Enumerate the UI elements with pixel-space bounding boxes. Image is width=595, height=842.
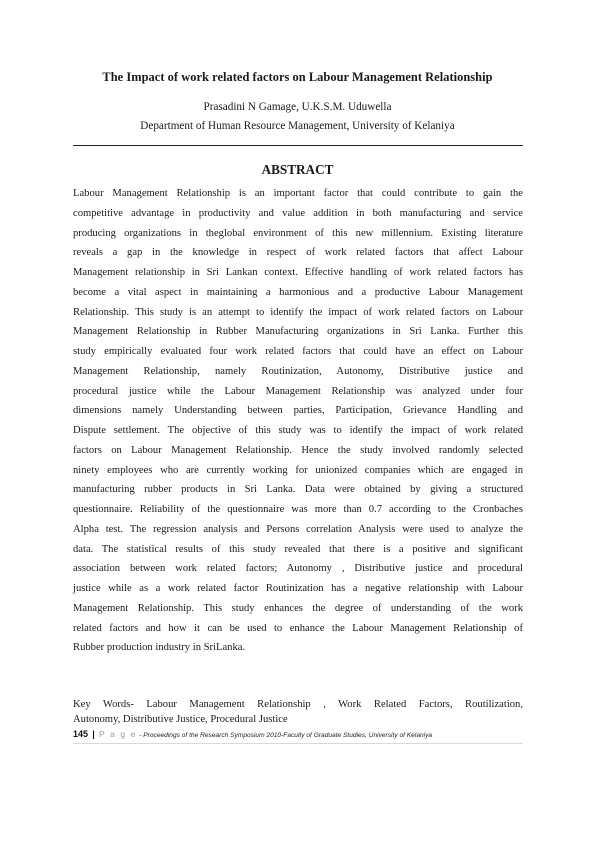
abstract-text-line: Management Relationship, namely Routinization, Autonomy, Distributive justice and	[73, 365, 523, 377]
page-number: 145	[73, 729, 89, 739]
abstract-text-line: association between work related factors; Autonomy , Distributive justice and procedural	[73, 563, 523, 575]
abstract-text-line: ninety employees who are currently working for unionized companies which are engaged in	[73, 464, 523, 476]
page-label: P a g e	[99, 729, 138, 739]
keywords	[73, 697, 523, 727]
author-affiliation: Department of Human Resource Management, University of Kelaniya	[140, 120, 455, 132]
abstract-text-line: Dispute settlement. The objective of this study was to identify the impact of work related	[73, 425, 523, 436]
abstract-text-line: competitive advantage in productivity and value addition in both manufacturing and service	[73, 207, 523, 219]
abstract-body	[73, 184, 523, 658]
paper-title: The Impact of work related factors on Labour Management Relationship	[102, 70, 493, 84]
abstract-text-line: related factors and how it can be used to enhance the Labour Management Relationship of	[73, 622, 523, 634]
abstract-text-line: manufacturing rubber products in Sri Lanka. Data were obtained by giving a structured	[73, 484, 523, 496]
abstract-text-line: Rubber production industry in SriLanka.	[73, 642, 246, 654]
abstract-text-line: Management Relationship. This study enhances the degree of understanding of the work	[73, 602, 523, 614]
abstract-text-line: Management Relationship in Rubber Manufacturing organizations in Sri Lanka. Further this	[73, 326, 523, 338]
keywords-text-line: Key Words- Labour Management Relationship , Work Related Factors, Routilization,	[73, 699, 523, 710]
abstract-text-line: justice while as a work related factor Routinization has a negative relationship with Labour	[73, 583, 523, 594]
abstract-text-line: questionnaire. Reliability of the questionnaire was more than 0.7 according to the Cronbaches	[73, 504, 523, 515]
author-list: Prasadini N Gamage, U.K.S.M. Uduwella	[203, 101, 392, 113]
footer-divider	[73, 743, 523, 744]
abstract-text-line: Labour Management Relationship is an important factor that could contribute to gain the	[73, 188, 523, 199]
abstract-text-line: Alpha test. The regression analysis and Persons correlation Analysis were used to analyze the	[73, 523, 523, 535]
abstract-text-line: data. The statistical results of this study revealed that there is a positive and significant	[73, 543, 523, 555]
proceedings-citation: - Proceedings of the Research Symposium 2010-Faculty of Graduate Studies, University of Kelaniya	[139, 732, 433, 739]
abstract-text-line: reveals a gap in the knowledge in respect of work related factors that affect Labour	[73, 247, 523, 259]
footer-separator: |	[92, 729, 95, 739]
abstract-text-line: dimensions namely Understanding between parties, Participation, Grievance Handling and	[73, 405, 523, 417]
abstract-text-line: factors on Labour Management Relationship. Hence the study involved randomly selected	[73, 444, 523, 456]
abstract-heading: ABSTRACT	[261, 162, 334, 177]
abstract-text-line: producing organizations in theglobal environment of this new millennium. Existing literature	[73, 227, 523, 239]
abstract-text-line: Relationship. This study is an attempt to identify the impact of work related factors on Labour	[73, 306, 523, 318]
abstract-text-line: become a vital aspect in maintaining a harmonious and a productive Labour Management	[73, 286, 523, 298]
header-divider	[73, 145, 523, 146]
abstract-text-line: study empirically evaluated four work related factors that could have an effect on Labour	[73, 346, 523, 357]
abstract-text-line: Management relationship in Sri Lankan context. Effective handling of work related factors has	[73, 267, 523, 278]
keywords-text-line: Autonomy, Distributive Justice, Procedural Justice	[73, 714, 288, 725]
abstract-text-line: procedural justice while the Labour Management Relationship was analyzed under four	[73, 385, 523, 397]
page-footer	[73, 728, 523, 742]
